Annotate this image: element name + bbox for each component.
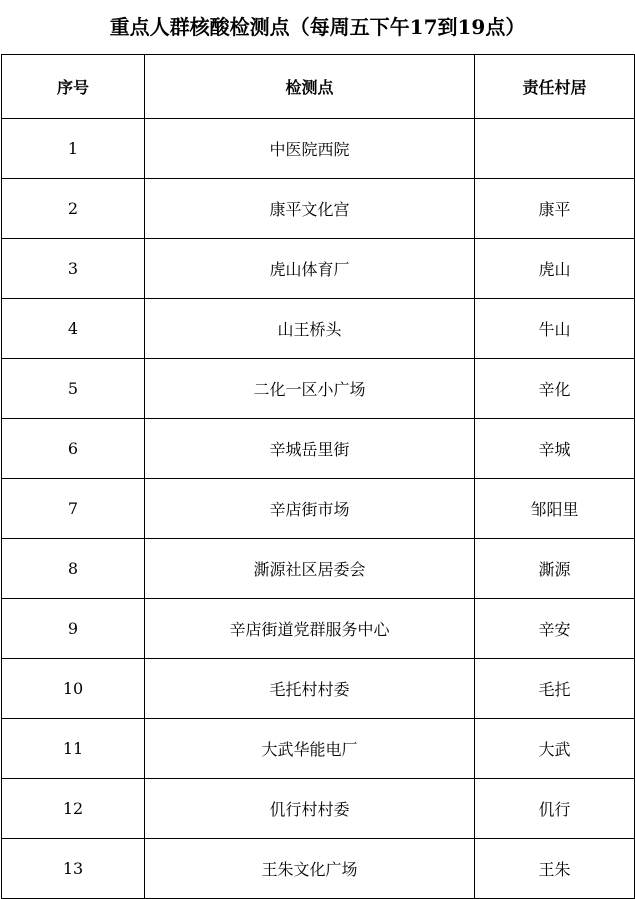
cell-num: 9 <box>2 599 145 659</box>
table-row <box>2 539 635 599</box>
cell-num: 10 <box>2 659 145 719</box>
cell-site: 王朱文化广场 <box>145 839 475 899</box>
column-header-village: 责任村居 <box>475 55 635 119</box>
column-header-site: 检测点 <box>145 55 475 119</box>
cell-village: 辛安 <box>475 599 635 659</box>
table-row <box>2 479 635 539</box>
cell-village: 大武 <box>475 719 635 779</box>
cell-num: 2 <box>2 179 145 239</box>
table-row <box>2 599 635 659</box>
cell-site: 虎山体育厂 <box>145 239 475 299</box>
cell-site: 山王桥头 <box>145 299 475 359</box>
cell-village: 康平 <box>475 179 635 239</box>
table-header-row <box>2 55 635 119</box>
table-row <box>2 719 635 779</box>
cell-site: 二化一区小广场 <box>145 359 475 419</box>
cell-village: 仉行 <box>475 779 635 839</box>
cell-num: 3 <box>2 239 145 299</box>
table-row <box>2 839 635 899</box>
cell-num: 8 <box>2 539 145 599</box>
cell-num: 5 <box>2 359 145 419</box>
cell-num: 11 <box>2 719 145 779</box>
cell-site: 辛店街市场 <box>145 479 475 539</box>
table-row <box>2 119 635 179</box>
table-row <box>2 659 635 719</box>
table-row <box>2 359 635 419</box>
table-row <box>2 179 635 239</box>
cell-site: 辛城岳里街 <box>145 419 475 479</box>
page-title: 重点人群核酸检测点（每周五下午17到19点） <box>109 15 526 39</box>
cell-num: 1 <box>2 119 145 179</box>
cell-village: 澌源 <box>475 539 635 599</box>
cell-num: 12 <box>2 779 145 839</box>
cell-site: 中医院西院 <box>145 119 475 179</box>
cell-site: 辛店街道党群服务中心 <box>145 599 475 659</box>
table-row <box>2 299 635 359</box>
column-header-num: 序号 <box>2 55 145 119</box>
cell-village: 辛城 <box>475 419 635 479</box>
cell-num: 13 <box>2 839 145 899</box>
cell-num: 7 <box>2 479 145 539</box>
cell-village: 辛化 <box>475 359 635 419</box>
cell-site: 大武华能电厂 <box>145 719 475 779</box>
cell-num: 4 <box>2 299 145 359</box>
table-row <box>2 419 635 479</box>
cell-site: 康平文化宫 <box>145 179 475 239</box>
testing-sites-table <box>1 54 635 899</box>
cell-village: 虎山 <box>475 239 635 299</box>
cell-num: 6 <box>2 419 145 479</box>
cell-village: 毛托 <box>475 659 635 719</box>
cell-site: 澌源社区居委会 <box>145 539 475 599</box>
cell-site: 毛托村村委 <box>145 659 475 719</box>
cell-village: 王朱 <box>475 839 635 899</box>
cell-site: 仉行村村委 <box>145 779 475 839</box>
table-row <box>2 239 635 299</box>
cell-village <box>475 119 635 179</box>
table-row <box>2 779 635 839</box>
cell-village: 邹阳里 <box>475 479 635 539</box>
cell-village: 牛山 <box>475 299 635 359</box>
